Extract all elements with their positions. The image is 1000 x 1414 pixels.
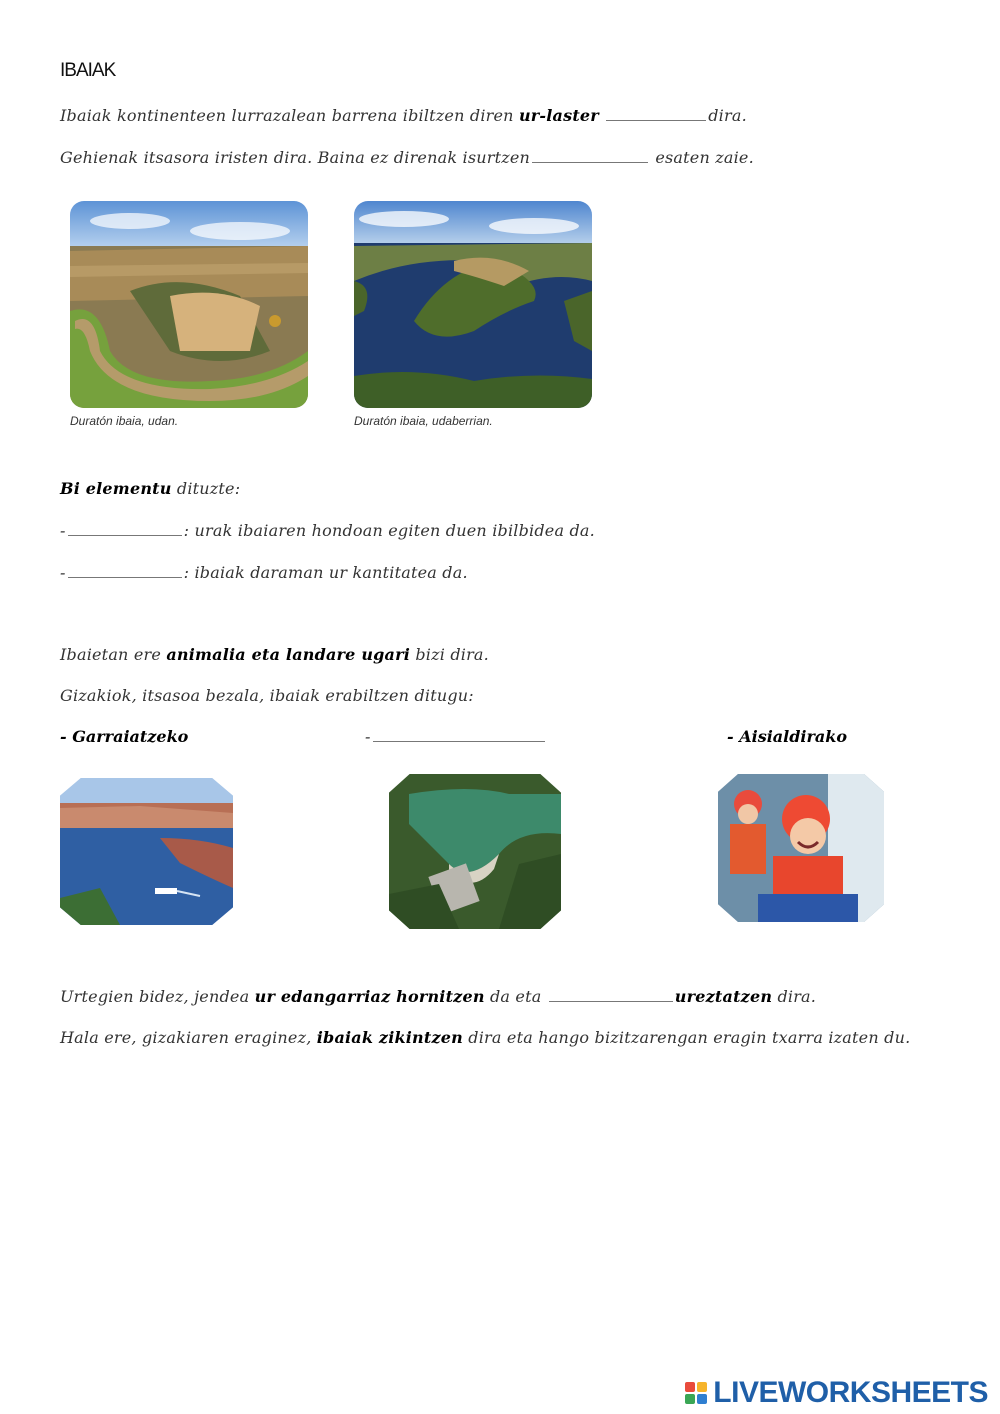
text: dira eta hango bizitzarengan eragin txarra izaten du. xyxy=(468,1028,911,1047)
answer-blank-6[interactable] xyxy=(549,987,673,1002)
photo-caption-summer: Duratón ibaia, udan. xyxy=(70,414,179,428)
reservoir-photo xyxy=(389,774,561,929)
text: dituzte: xyxy=(176,479,241,498)
logo-square xyxy=(697,1394,707,1404)
paragraph-definition xyxy=(60,106,747,125)
text: Ibaiak kontinenteen lurrazalean barrena ibiltzen diren xyxy=(60,106,514,125)
paragraph-life xyxy=(60,645,489,664)
liveworksheets-logo[interactable] xyxy=(685,1376,988,1410)
river-summer-photo xyxy=(70,201,308,408)
text: Gehienak itsasora iristen dira. Baina ez direnak isurtzen xyxy=(60,148,531,167)
use-leisure-label: - Aisialdirako xyxy=(727,727,848,746)
use-second-item xyxy=(365,727,547,746)
use-transport-label: - Garraiatzeko xyxy=(60,727,189,746)
text: Hala ere, gizakiaren eraginez, xyxy=(60,1028,312,1047)
answer-blank-5[interactable] xyxy=(373,727,545,742)
answer-blank-3[interactable] xyxy=(68,521,182,536)
text: Urtegien bidez, jendea xyxy=(60,987,250,1006)
leisure-photo xyxy=(718,774,884,922)
bold-term: ur-laster xyxy=(518,106,599,125)
logo-square xyxy=(685,1382,695,1392)
text: dira. xyxy=(777,987,817,1006)
text: : ibaiak daraman ur kantitatea da. xyxy=(183,563,468,582)
dash: - xyxy=(60,521,66,540)
logo-text: LIVEWORKSHEETS xyxy=(713,1376,988,1409)
bold-term: ur edangarriaz hornitzen xyxy=(254,987,485,1006)
bold-term: Bi elementu xyxy=(60,479,172,498)
text: : urak ibaiaren hondoan egiten duen ibilbidea da. xyxy=(183,521,595,540)
text: Ibaietan ere xyxy=(60,645,162,664)
logo-square xyxy=(697,1382,707,1392)
answer-blank-1[interactable] xyxy=(606,106,706,121)
paragraph-reservoirs xyxy=(60,987,816,1006)
text: dira. xyxy=(708,106,747,125)
paragraph-riverbed xyxy=(60,521,595,540)
bold-term: animalia eta landare ugari xyxy=(166,645,411,664)
bold-term: ibaiak zikintzen xyxy=(316,1028,463,1047)
answer-blank-2[interactable] xyxy=(532,148,648,163)
paragraph-flow xyxy=(60,563,468,582)
text: esaten zaie. xyxy=(655,148,754,167)
dash: - xyxy=(60,563,66,582)
paragraph-uses-intro: Gizakiok, itsasoa bezala, ibaiak erabiltzen ditugu: xyxy=(60,686,474,705)
photo-caption-spring: Duratón ibaia, udaberrian. xyxy=(354,414,493,428)
transport-photo xyxy=(60,778,233,925)
bold-term: ureztatzen xyxy=(674,987,773,1006)
paragraph-pollution xyxy=(60,1028,910,1047)
river-spring-photo xyxy=(354,201,592,408)
answer-blank-4[interactable] xyxy=(68,563,182,578)
page-title: IBAIAK xyxy=(60,60,116,81)
text: bizi dira. xyxy=(415,645,489,664)
logo-square xyxy=(685,1394,695,1404)
paragraph-elements xyxy=(60,479,240,498)
paragraph-rivers-sea xyxy=(60,148,754,167)
dash: - xyxy=(365,727,371,746)
text: da eta xyxy=(489,987,542,1006)
logo-grid-icon xyxy=(685,1382,707,1404)
